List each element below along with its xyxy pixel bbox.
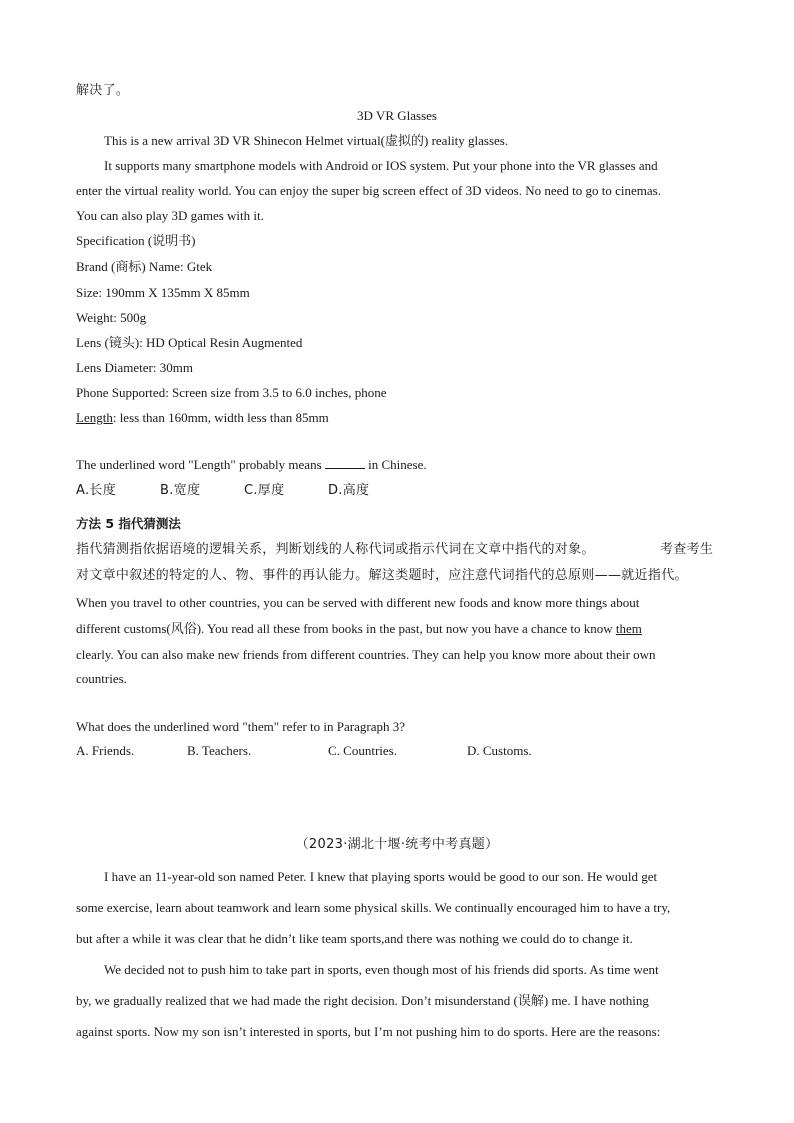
- method5-passage-line4: countries.: [76, 671, 127, 686]
- question1-stem-after: in Chinese.: [364, 457, 427, 472]
- passage2-paragraph2-line3: against sports. Now my son isn’t interested in sports, but I’m not pushing him to do sports. Here are the reasons:: [76, 1024, 661, 1039]
- spec-heading: Specification (说明书): [76, 233, 196, 248]
- passage1-paragraph2-line3: You can also play 3D games with it.: [76, 208, 264, 223]
- spec-lens-diameter: Lens Diameter: 30mm: [76, 360, 193, 375]
- question2-option-a: A. Friends.: [76, 743, 135, 758]
- method5-passage-line1: When you travel to other countries, you can be served with different new foods and know more things about: [76, 595, 640, 610]
- method5-heading: 方法 5 指代猜测法: [76, 516, 181, 531]
- question1-option-c: C.厚度: [244, 483, 285, 498]
- spec-weight: Weight: 500g: [76, 310, 147, 325]
- method5-description-line2: 对文章中叙述的特定的人、物、事件的再认能力。解这类题时，应注意代词指代的总原则——就近指代。: [76, 568, 688, 583]
- question1-stem: [76, 456, 427, 474]
- spec-size: Size: 190mm X 135mm X 85mm: [76, 285, 250, 300]
- spec-brand: Brand (商标) Name: Gtek: [76, 259, 213, 274]
- question1-option-d: D.高度: [328, 483, 370, 498]
- passage2-paragraph2-line1: We decided not to push him to take part in sports, even though most of his friends did sports. As time went: [104, 962, 659, 977]
- question2-option-b: B. Teachers.: [187, 743, 252, 758]
- spec-length-rest: : less than 160mm, width less than 85mm: [112, 410, 329, 425]
- question2-stem: What does the underlined word "them" refer to in Paragraph 3?: [76, 719, 405, 734]
- passage2-source: （2023·湖北十堰·统考中考真题）: [295, 837, 499, 852]
- method5-description-line1-end: 考查考生: [660, 542, 714, 557]
- passage1-paragraph1: This is a new arrival 3D VR Shinecon Helmet virtual(虚拟的) reality glasses.: [104, 133, 509, 148]
- spec-phone-supported: Phone Supported: Screen size from 3.5 to 6.0 inches, phone: [76, 385, 387, 400]
- underlined-word-length: Length: [76, 410, 113, 425]
- passage1-title: 3D VR Glasses: [357, 108, 437, 123]
- method5-description-line1: 指代猜测指依据语境的逻辑关系，判断划线的人称代词或指示代词在文章中指代的对象。: [76, 542, 595, 557]
- question1-option-a: A.长度: [76, 483, 116, 498]
- passage2-paragraph1-line1: I have an 11-year-old son named Peter. I knew that playing sports would be good to our son. He would get: [104, 869, 658, 884]
- intro-tail-text: 解决了。: [76, 83, 130, 98]
- question1-stem-before: The underlined word "Length" probably means: [76, 457, 325, 472]
- method5-passage-line2-text: different customs(风俗). You read all these from books in the past, but now you have a chance to know: [76, 621, 616, 636]
- passage2-paragraph1-line2: some exercise, learn about teamwork and learn some physical skills. We continually encouraged him to have a try,: [76, 900, 671, 915]
- passage2-paragraph1-line3: but after a while it was clear that he didn’t like team sports,and there was nothing we could do to change it.: [76, 931, 633, 946]
- method5-passage-line3: clearly. You can also make new friends from different countries. They can help you know more about their own: [76, 647, 656, 662]
- spec-lens: Lens (镜头): HD Optical Resin Augmented: [76, 335, 303, 350]
- question2-option-d: D. Customs.: [467, 743, 532, 758]
- passage2-paragraph2-line2: by, we gradually realized that we had made the right decision. Don’t misunderstand (误解) me. I have nothing: [76, 993, 649, 1008]
- spec-length: [76, 409, 329, 427]
- question1-option-b: B.宽度: [160, 483, 201, 498]
- question2-option-c: C. Countries.: [328, 743, 397, 758]
- answer-blank: [325, 457, 365, 469]
- method5-passage-line2: [76, 620, 642, 638]
- passage1-paragraph2-line1: It supports many smartphone models with Android or IOS system. Put your phone into the VR glasses and: [104, 158, 658, 173]
- passage1-paragraph2-line2: enter the virtual reality world. You can enjoy the super big screen effect of 3D videos. No need to go to cinemas.: [76, 183, 661, 198]
- underlined-word-them: them: [615, 621, 642, 636]
